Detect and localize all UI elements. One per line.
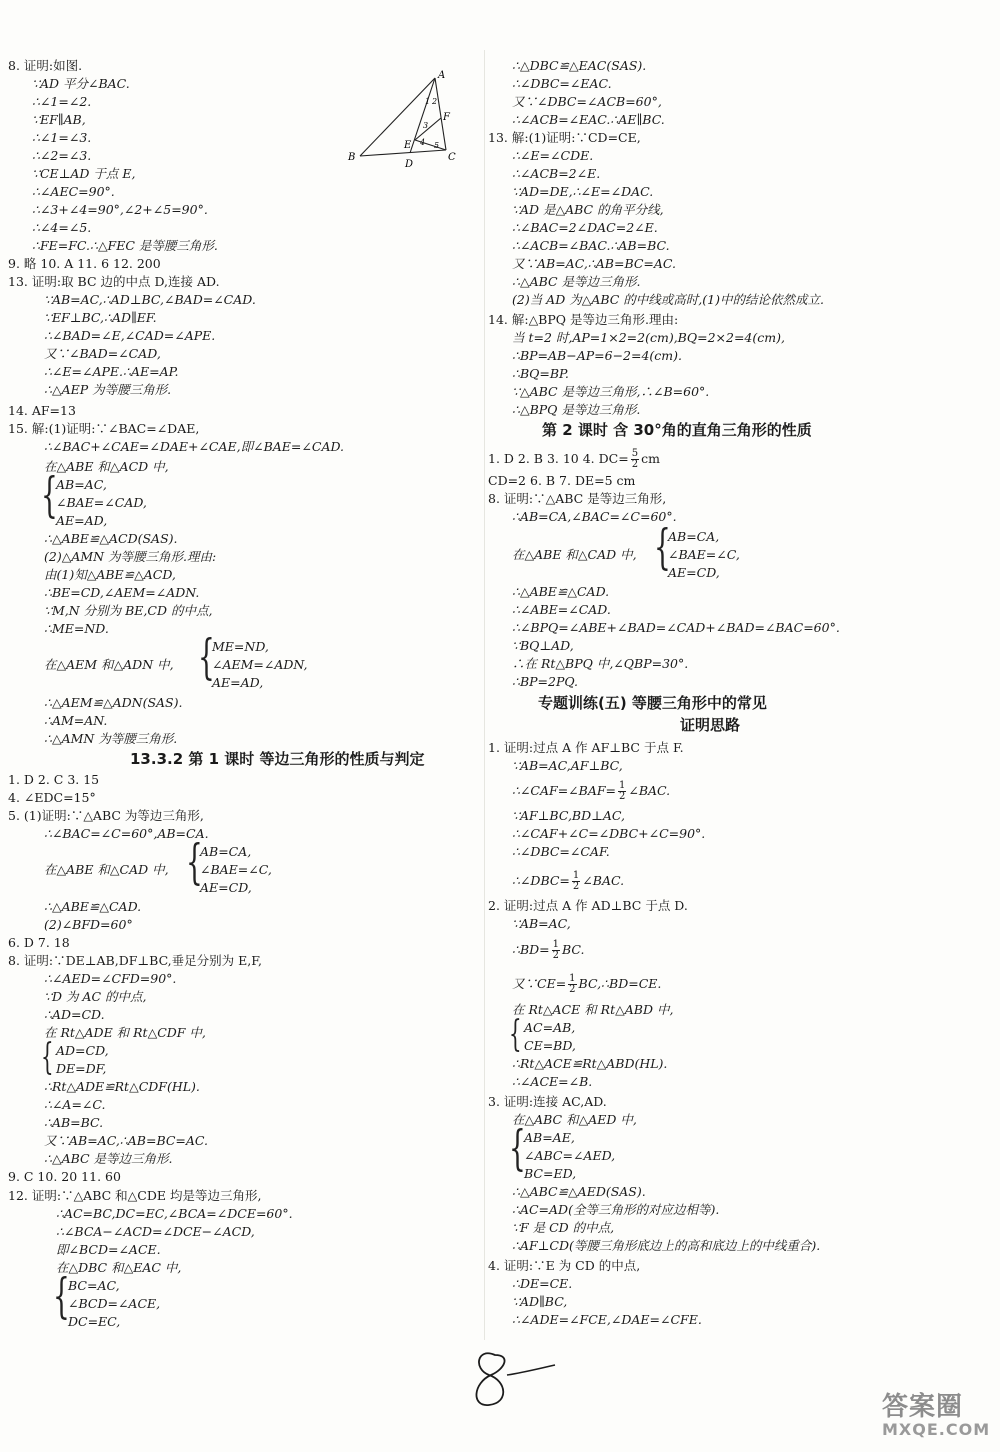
proof-line: ∠ABC=∠AED, bbox=[524, 1148, 616, 1163]
proof-line: 在△AEM 和△ADN 中, bbox=[44, 657, 174, 672]
proof-line: ∴∠DBC=∠CAF. bbox=[512, 844, 610, 859]
proof-line: ∵EF∥AB, bbox=[32, 112, 86, 127]
topic-3-header: 3. 证明:连接 AC,AD. bbox=[488, 1094, 607, 1109]
proof-line: 在△ABE 和△CAD 中, bbox=[512, 547, 637, 562]
fraction: $\frac{5}{2}$ bbox=[631, 448, 639, 470]
proof-line: 即∠BCD=∠ACE. bbox=[56, 1242, 161, 1257]
proof-line: ∴∠ACB=∠BAC.∴AB=BC. bbox=[512, 238, 670, 253]
proof-line: ∴∠CAF+∠C=∠DBC+∠C=90°. bbox=[512, 826, 706, 841]
fraction: $\frac{1}{2}$ bbox=[569, 973, 576, 995]
answers-5-7: CD=2 6. B 7. DE=5 cm bbox=[488, 473, 636, 488]
proof-line: ∴△ABE≌△CAD. bbox=[44, 899, 142, 914]
proof-line: AC=AB, bbox=[524, 1020, 576, 1035]
proof-line: (2)∠BFD=60° bbox=[44, 917, 133, 932]
section-heading: 专题训练(五) 等腰三角形中的常见 bbox=[538, 694, 767, 712]
proof-line: ∴∠1=∠3. bbox=[32, 130, 92, 145]
problem-14b-header: 14. 解:△BPQ 是等边三角形.理由: bbox=[488, 312, 679, 327]
problem-5-header: 5. (1)证明:∵△ABC 为等边三角形, bbox=[8, 808, 204, 823]
proof-line: ∴△BPQ 是等边三角形. bbox=[512, 402, 641, 417]
proof-line: ME=ND, bbox=[212, 639, 269, 654]
proof-line: 在 Rt△ADE 和 Rt△CDF 中, bbox=[44, 1025, 206, 1040]
proof-line: ∴BD= $\frac{1}{2}$ BC. bbox=[512, 939, 585, 961]
label-F: F bbox=[443, 112, 450, 123]
proof-line: ∵AD∥BC, bbox=[512, 1294, 568, 1309]
proof-line: ∴△ABE≌△CAD. bbox=[512, 584, 610, 599]
proof-line: ∴BQ=BP. bbox=[512, 366, 569, 381]
proof-line: AE=CD, bbox=[200, 880, 252, 895]
proof-line: ∵M,N 分别为 BE,CD 的中点, bbox=[44, 603, 213, 618]
proof-line: AE=AD, bbox=[212, 675, 264, 690]
proof-line: ∴Rt△ADE≌Rt△CDF(HL). bbox=[44, 1079, 200, 1094]
problem-8b-header: 8. 证明:∵DE⊥AB,DF⊥BC,垂足分别为 E,F, bbox=[8, 953, 262, 968]
proof-line: ∴∠4=∠5. bbox=[32, 220, 92, 235]
proof-line: 又∵AB=AC,∴AB=BC=AC. bbox=[44, 1133, 209, 1148]
label-angle-3: 3 bbox=[423, 121, 429, 130]
proof-line: ∴AC=BC,DC=EC,∠BCA=∠DCE=60°. bbox=[56, 1206, 293, 1221]
topic-1-header: 1. 证明:过点 A 作 AF⊥BC 于点 F. bbox=[488, 740, 684, 755]
handwritten-page-mark bbox=[455, 1345, 565, 1415]
problem-13-header: 13. 证明:取 BC 边的中点 D,连接 AD. bbox=[8, 274, 220, 289]
proof-line: ∴FE=FC.∴△FEC 是等腰三角形. bbox=[32, 238, 218, 253]
answer-14: 14. AF=13 bbox=[8, 403, 76, 418]
proof-line: AD=CD, bbox=[56, 1043, 109, 1058]
proof-line: ∠BCD=∠ACE, bbox=[68, 1296, 161, 1311]
label-angle-4: 4 bbox=[420, 138, 426, 147]
proof-line: ∴∠DBC= $\frac{1}{2}$ ∠BAC. bbox=[512, 870, 625, 892]
proof-line: ∴BP=AB−AP=6−2=4(cm). bbox=[512, 348, 683, 363]
topic-4-header: 4. 证明:∵E 为 CD 的中点, bbox=[488, 1258, 641, 1273]
proof-line: AB=CA, bbox=[668, 529, 720, 544]
brace: { bbox=[186, 834, 203, 890]
proof-line: ∴∠BAD=∠E,∠CAD=∠APE. bbox=[44, 328, 216, 343]
answer-4: 4. ∠EDC=15° bbox=[8, 790, 96, 805]
section-heading: 13.3.2 第 1 课时 等边三角形的性质与判定 bbox=[130, 750, 425, 768]
proof-line: ∴BE=CD,∠AEM=∠ADN. bbox=[44, 585, 200, 600]
proof-line: AE=AD, bbox=[56, 513, 108, 528]
fraction: $\frac{1}{2}$ bbox=[619, 780, 626, 802]
proof-line: ∵BQ⊥AD, bbox=[512, 638, 574, 653]
answers-6-7: 6. D 7. 18 bbox=[8, 935, 70, 950]
column-divider bbox=[484, 50, 485, 1340]
proof-line: 又∵AB=AC,∴AB=BC=AC. bbox=[512, 256, 677, 271]
proof-line: ∵AD 平分∠BAC. bbox=[32, 76, 130, 91]
proof-line: ∵CE⊥AD 于点 E, bbox=[32, 166, 136, 181]
brace: { bbox=[654, 519, 671, 575]
proof-line: ∴AB=BC. bbox=[44, 1115, 104, 1130]
proof-line: ∴△AEP 为等腰三角形. bbox=[44, 382, 172, 397]
label-E: E bbox=[404, 140, 412, 151]
proof-line: ∴△DBC≌△EAC(SAS). bbox=[512, 58, 647, 73]
proof-line: ∴∠ABE=∠CAD. bbox=[512, 602, 611, 617]
proof-line: ∴∠BPQ=∠ABE+∠BAD=∠CAD+∠BAD=∠BAC=60°. bbox=[512, 620, 840, 635]
proof-line: ∵△ABC 是等边三角形,∴∠B=60°. bbox=[512, 384, 710, 399]
proof-line: ∵F 是 CD 的中点, bbox=[512, 1220, 615, 1235]
proof-line: 又∵∠DBC=∠ACB=60°, bbox=[512, 94, 662, 109]
proof-line: ∵EF⊥BC,∴AD∥EF. bbox=[44, 310, 157, 325]
proof-line: ∴∠E=∠CDE. bbox=[512, 148, 594, 163]
proof-line: ∴AM=AN. bbox=[44, 713, 108, 728]
answers-9-12: 9. 略 10. A 11. 6 12. 200 bbox=[8, 256, 161, 271]
watermark-logo: 答案圈 bbox=[882, 1392, 964, 1422]
watermark-url: MXQE.COM bbox=[882, 1420, 991, 1439]
proof-line: ∴∠DBC=∠EAC. bbox=[512, 76, 612, 91]
problem-8-header: 8. 证明:如图. bbox=[8, 58, 83, 73]
proof-line: ∴△ABC≌△AED(SAS). bbox=[512, 1184, 646, 1199]
section-heading: 第 2 课时 含 30°角的直角三角形的性质 bbox=[542, 421, 812, 439]
proof-line: ∴DE=CE. bbox=[512, 1276, 573, 1291]
fraction: $\frac{1}{2}$ bbox=[572, 870, 580, 892]
proof-line: ∴∠A=∠C. bbox=[44, 1097, 106, 1112]
brace: { bbox=[53, 1268, 70, 1324]
answers-1-3: 1. D 2. C 3. 15 bbox=[8, 772, 100, 787]
proof-line: ∴∠3+∠4=90°,∠2+∠5=90°. bbox=[32, 202, 208, 217]
proof-line: ∴∠CAF=∠BAF= $\frac{1}{2}$ ∠BAC. bbox=[512, 780, 671, 802]
proof-line: AB=CA, bbox=[200, 844, 252, 859]
proof-line: 又∵CE= $\frac{1}{2}$ BC,∴BD=CE. bbox=[512, 973, 662, 995]
label-A: A bbox=[438, 70, 446, 81]
proof-line: ∵AF⊥BC,BD⊥AC, bbox=[512, 808, 626, 823]
answers-9-11: 9. C 10. 20 11. 60 bbox=[8, 1169, 121, 1184]
proof-line: ∴∠BAC+∠CAE=∠DAE+∠CAE,即∠BAE=∠CAD. bbox=[44, 439, 345, 454]
proof-line: ∠BAE=∠CAD, bbox=[56, 495, 147, 510]
proof-line: ∴∠2=∠3. bbox=[32, 148, 92, 163]
proof-line: ∴∠1=∠2. bbox=[32, 94, 92, 109]
proof-line: AB=AE, bbox=[524, 1130, 575, 1145]
proof-line: ∴△AMN 为等腰三角形. bbox=[44, 731, 178, 746]
proof-line: (2)△AMN 为等腰三角形.理由: bbox=[44, 549, 217, 564]
brace: { bbox=[41, 467, 58, 523]
proof-line: ∠AEM=∠ADN, bbox=[212, 657, 308, 672]
problem-8c-header: 8. 证明:∵△ABC 是等边三角形, bbox=[488, 491, 667, 506]
brace: { bbox=[41, 1037, 54, 1078]
problem-15-header: 15. 解:(1)证明:∵∠BAC=∠DAE, bbox=[8, 421, 200, 436]
proof-line: 在△DBC 和△EAC 中, bbox=[56, 1260, 182, 1275]
proof-line: ∴Rt△ACE≌Rt△ABD(HL). bbox=[512, 1056, 668, 1071]
proof-line: BC=ED, bbox=[524, 1166, 577, 1181]
proof-line: 在△ABE 和△CAD 中, bbox=[44, 862, 169, 877]
proof-line: ∵AB=AC,∴AD⊥BC,∠BAD=∠CAD. bbox=[44, 292, 256, 307]
proof-line: ∴△ABE≌△ACD(SAS). bbox=[44, 531, 178, 546]
proof-line: ∴在 Rt△BPQ 中,∠QBP=30°. bbox=[512, 656, 689, 671]
proof-line: ∴△AEM≌△ADN(SAS). bbox=[44, 695, 183, 710]
proof-line: ∴△ABC 是等边三角形. bbox=[512, 274, 641, 289]
proof-line: BC=AC, bbox=[68, 1278, 120, 1293]
label-angle-5: 5 bbox=[434, 141, 440, 150]
proof-line: ∵AB=AC, bbox=[512, 916, 571, 931]
proof-line: 由(1)知△ABE≌△ACD, bbox=[44, 567, 176, 582]
triangle-figure bbox=[345, 68, 465, 176]
proof-line: 在 Rt△ACE 和 Rt△ABD 中, bbox=[512, 1002, 674, 1017]
proof-line: ∴∠BAC=2∠DAC=2∠E. bbox=[512, 220, 658, 235]
proof-line: AB=AC, bbox=[56, 477, 107, 492]
brace: { bbox=[198, 629, 215, 685]
proof-line: 又∵∠BAD=∠CAD, bbox=[44, 346, 161, 361]
brace: { bbox=[509, 1120, 526, 1176]
proof-line: CE=BD, bbox=[524, 1038, 576, 1053]
fraction: $\frac{1}{2}$ bbox=[552, 939, 560, 961]
proof-line: ∴△ABC 是等边三角形. bbox=[44, 1151, 173, 1166]
proof-line: ∴AB=CA,∠BAC=∠C=60°. bbox=[512, 509, 677, 524]
label-B: B bbox=[348, 152, 356, 163]
problem-12-header: 12. 证明:∵△ABC 和△CDE 均是等边三角形, bbox=[8, 1188, 262, 1203]
proof-line: DC=EC, bbox=[68, 1314, 121, 1329]
proof-line: ∴∠ADE=∠FCE,∠DAE=∠CFE. bbox=[512, 1312, 702, 1327]
label-D: D bbox=[405, 159, 414, 170]
proof-line: ∴ME=ND. bbox=[44, 621, 109, 636]
proof-line: ∴∠AEC=90°. bbox=[32, 184, 115, 199]
proof-line: 在△ABC 和△AED 中, bbox=[512, 1112, 637, 1127]
label-angle-2: 2 bbox=[432, 97, 438, 106]
proof-line: ∵AD=DE,∴∠E=∠DAC. bbox=[512, 184, 654, 199]
label-angle-1: 1 bbox=[425, 97, 431, 106]
proof-line: ∵AD 是△ABC 的角平分线, bbox=[512, 202, 664, 217]
topic-2-header: 2. 证明:过点 A 作 AD⊥BC 于点 D. bbox=[488, 898, 688, 913]
proof-line: ∴AC=AD(全等三角形的对应边相等). bbox=[512, 1202, 720, 1217]
problem-13b-header: 13. 解:(1)证明:∵CD=CE, bbox=[488, 130, 641, 145]
proof-line: ∴∠AED=∠CFD=90°. bbox=[44, 971, 177, 986]
page-mark-text: 8 bbox=[455, 1345, 456, 1346]
proof-line: 当 t=2 时,AP=1×2=2(cm),BQ=2×2=4(cm), bbox=[512, 330, 785, 345]
proof-line: ∴∠BCA−∠ACD=∠DCE−∠ACD, bbox=[56, 1224, 255, 1239]
proof-line: ∵D 为 AC 的中点, bbox=[44, 989, 147, 1004]
proof-line: ∴∠BAC=∠C=60°,AB=CA. bbox=[44, 826, 209, 841]
label-C: C bbox=[448, 152, 456, 163]
proof-line: ∴∠ACB=∠EAC.∴AE∥BC. bbox=[512, 112, 665, 127]
proof-line: ∠BAE=∠C, bbox=[200, 862, 272, 877]
watermark bbox=[876, 1386, 994, 1446]
proof-line: ∠BAE=∠C, bbox=[668, 547, 740, 562]
section-heading-continued: 证明思路 bbox=[680, 716, 741, 734]
proof-line: DE=DF, bbox=[56, 1061, 107, 1076]
proof-line: ∴∠ACB=2∠E. bbox=[512, 166, 601, 181]
proof-line: ∵AB=AC,AF⊥BC, bbox=[512, 758, 623, 773]
brace: { bbox=[509, 1014, 522, 1055]
proof-line: ∴AF⊥CD(等腰三角形底边上的高和底边上的中线重合). bbox=[512, 1238, 821, 1253]
proof-line: ∴AD=CD. bbox=[44, 1007, 105, 1022]
proof-line: ∴∠E=∠APE.∴AE=AP. bbox=[44, 364, 179, 379]
proof-line: (2)当 AD 为△ABC 的中线或高时,(1)中的结论依然成立. bbox=[512, 292, 824, 307]
proof-line: ∴BP=2PQ. bbox=[512, 674, 578, 689]
answers-1-4: 1. D 2. B 3. 10 4. DC= $\frac{5}{2}$ cm bbox=[488, 448, 660, 470]
proof-line: AE=CD, bbox=[668, 565, 720, 580]
proof-line: 在△ABE 和△ACD 中, bbox=[44, 459, 169, 474]
proof-line: ∴∠ACE=∠B. bbox=[512, 1074, 593, 1089]
